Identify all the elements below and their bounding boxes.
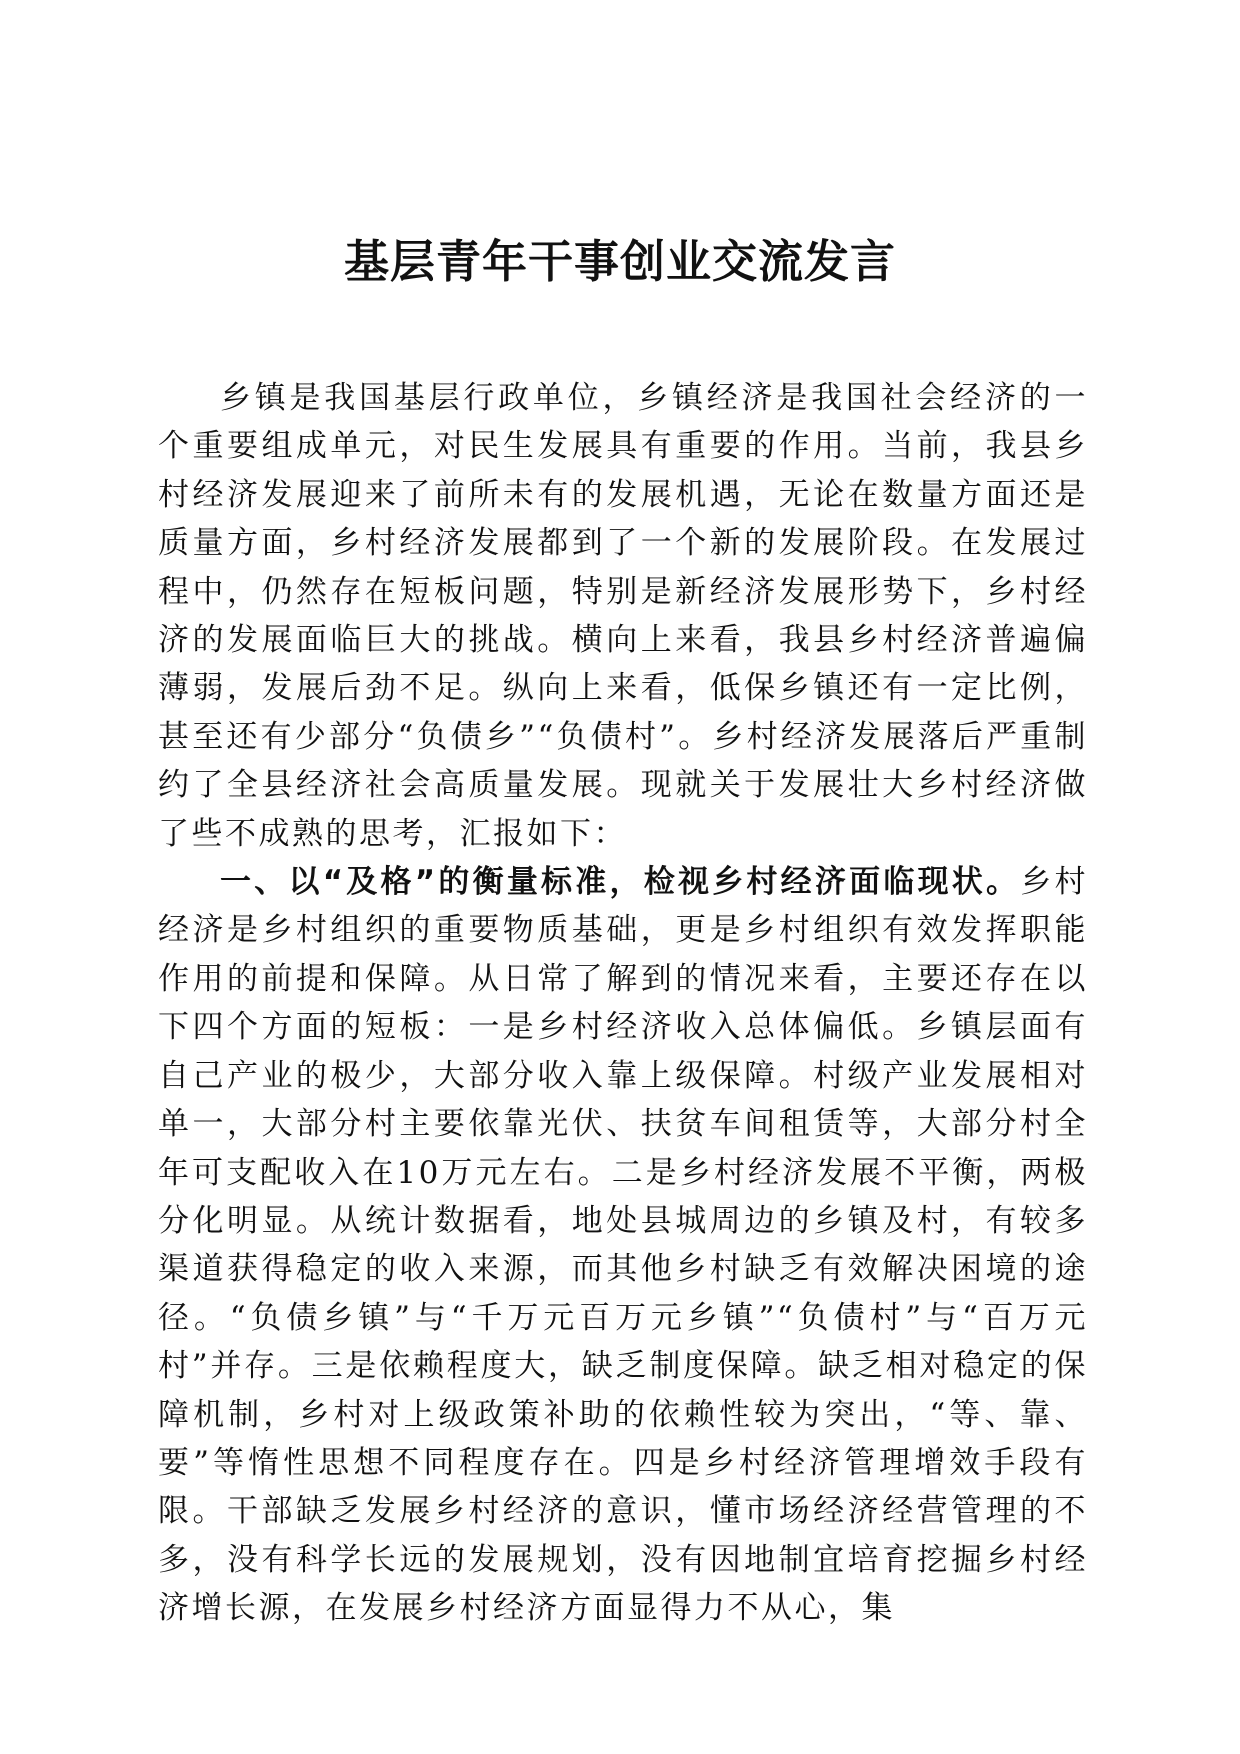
document-title: 基层青年干事创业交流发言 (343, 235, 896, 288)
section-one-text: 乡村经济是乡村组织的重要物质基础，更是乡村组织有效发挥职能作用的前提和保障。从日常了解到的情况来看，主要还存在以下四个方面的短板：一是乡村经济收入总体偏低。乡镇层面有自己产业的极少，大部分收入靠上级保障。村级产业发展相对单一，大部分村主要依靠光伏、扶贫车间租赁等，大部分村全年可支配收入在10万元左右。二是乡村经济发展不平衡，两极分化明显。从统计数据看，地处县城周边的乡镇及村，有较多渠道获得稳定的收入来源，而其他乡村缺乏有效解决困境的途径。“负债乡镇”与“千万元百万元乡镇”“负债村”与“百万元村”并存。三是依赖程度大，缺乏制度保障。缺乏相对稳定的保障机制，乡村对上级政策补助的依赖性较为突出，“等、靠、要”等惰性思想不同程度存在。四是乡村经济管理增效手段有限。干部缺乏发展乡村经济的意识，懂市场经济经营管理的不多，没有科学长远的发展规划，没有因地制宜培育挖掘乡村经济增长源，在发展乡村经济方面显得力不从心，集 (158, 864, 1088, 1627)
section-one-heading: 一、以“及格”的衡量标准，检视乡村经济面临现状。 (220, 864, 1021, 901)
paragraph-intro (158, 374, 1088, 858)
paragraph-intro-text: 乡镇是我国基层行政单位，乡镇经济是我国社会经济的一个重要组成单元，对民生发展具有重要的作用。当前，我县乡村经济发展迎来了前所未有的发展机遇，无论在数量方面还是质量方面，乡村经济发展都到了一个新的发展阶段。在发展过程中，仍然存在短板问题，特别是新经济发展形势下，乡村经济的发展面临巨大的挑战。横向上来看，我县乡村经济普遍偏薄弱，发展后劲不足。纵向上来看，低保乡镇还有一定比例，甚至还有少部分“负债乡”“负债村”。乡村经济发展落后严重制约了全县经济社会高质量发展。现就关于发展壮大乡村经济做了些不成熟的思考，汇报如下： (158, 380, 1088, 852)
document-body (158, 374, 1088, 1633)
paragraph-section-one (158, 858, 1088, 1633)
